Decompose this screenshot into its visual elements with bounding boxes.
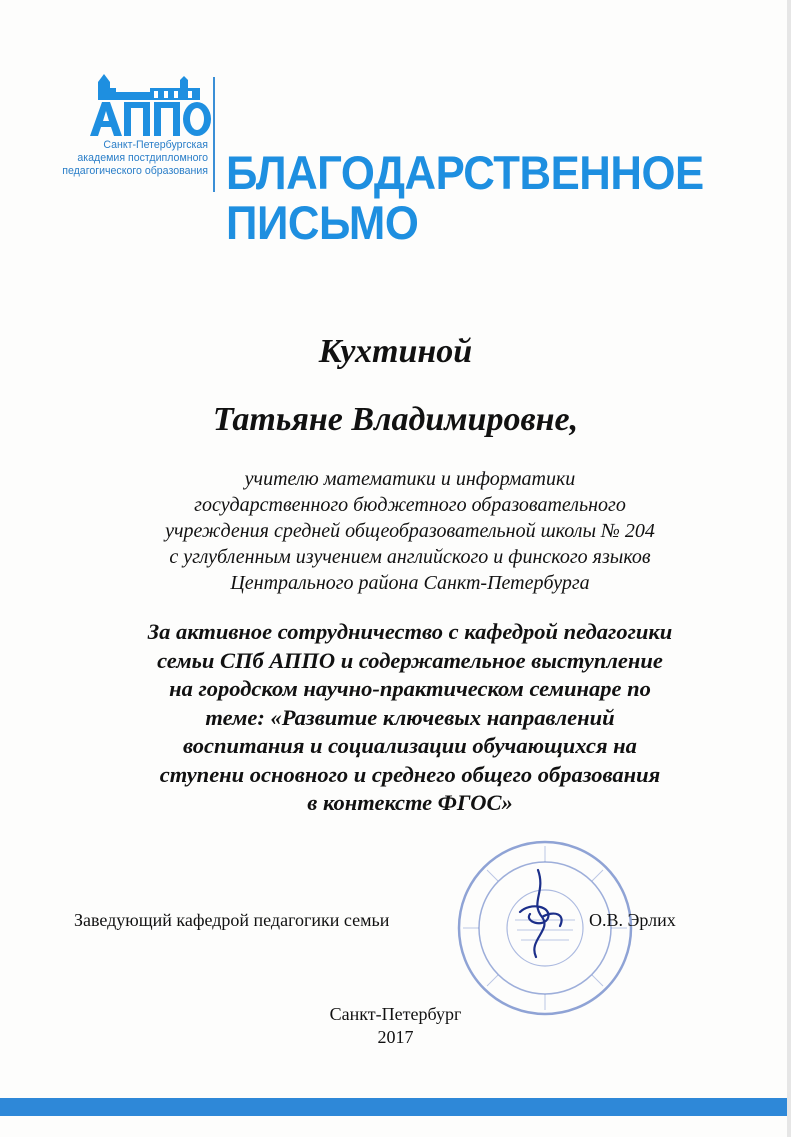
signer-role: Заведующий кафедрой педагогики семьи: [74, 910, 390, 930]
handwritten-signature-icon: [508, 862, 578, 962]
position-line: учителю математики и информатики: [244, 468, 576, 490]
logo-caption-line: академия постдипломного: [77, 152, 208, 164]
position-line: государственного бюджетного образовательного: [194, 494, 626, 516]
title-line: ПИСЬМО: [226, 196, 419, 249]
appo-building-icon: [80, 70, 215, 142]
footer-year: 2017: [377, 1027, 414, 1047]
reason-line: ступени основного и среднего общего образования: [159, 761, 661, 787]
recipient-surname: Кухтиной: [318, 333, 473, 370]
reason-line: в контексте ФГОС»: [307, 790, 513, 815]
reason-line: на городском научно-практическом семинаре по: [169, 676, 651, 701]
title-line: БЛАГОДАРСТВЕННОЕ: [226, 146, 704, 199]
gratitude-reason: [50, 618, 770, 818]
recipient-name: Татьяне Владимировне,: [212, 401, 579, 438]
recipient-position: [60, 466, 760, 596]
reason-line: За активное сотрудничество с кафедрой педагогики: [147, 619, 673, 644]
logo-caption: [60, 139, 208, 178]
bottom-color-band: [0, 1098, 787, 1116]
logo-caption-line: Санкт-Петербургская: [103, 139, 208, 151]
footer-city: Санкт-Петербург: [329, 1004, 462, 1024]
position-line: с углубленным изучением английского и финского языков: [169, 546, 651, 568]
document-title: [226, 148, 747, 248]
signer-name: О.В. Эрлих: [589, 910, 676, 930]
reason-line: воспитания и социализации обучающихся на: [183, 733, 637, 758]
reason-line: теме: «Развитие ключевых направлений: [205, 704, 615, 730]
logo-divider: [213, 77, 215, 192]
logo-caption-line: педагогического образования: [62, 165, 208, 177]
position-line: Центрального района Санкт-Петербурга: [230, 572, 590, 594]
reason-line: семьи СПб АППО и содержательное выступление: [157, 647, 663, 673]
position-line: учреждения средней общеобразовательной школы № 204: [165, 520, 655, 542]
appo-logo: [80, 70, 215, 142]
